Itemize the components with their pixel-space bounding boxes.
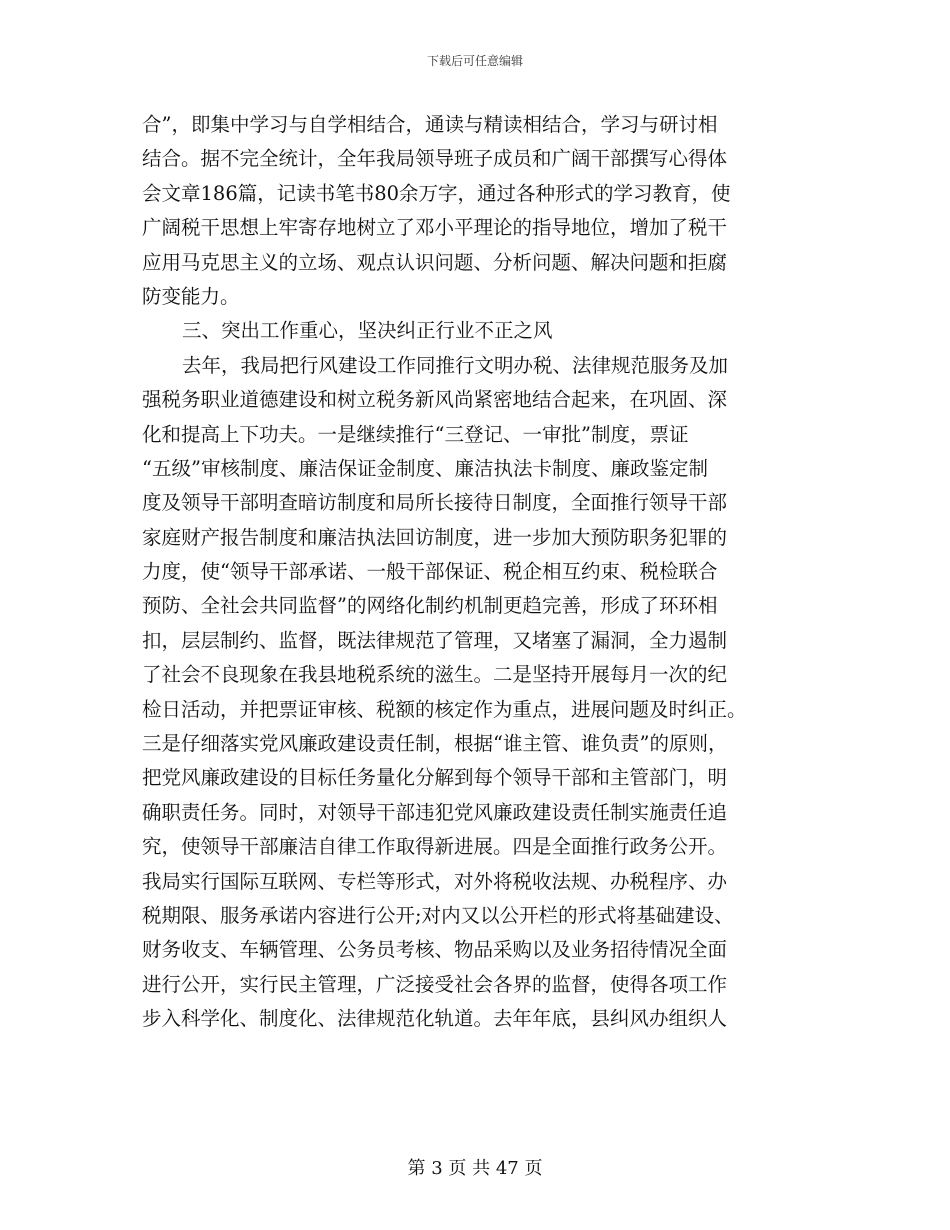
body-text: [142, 108, 810, 1037]
text-line: 检日活动，并把票证审核、税额的核定作为重点，进展问题及时纠正。: [142, 697, 747, 721]
text-line: 度及领导干部明查暗访制度和局所长接待日制度，全面推行领导干部: [142, 491, 728, 515]
text-line: 我局实行国际互联网、专栏等形式，对外将税收法规、办税程序、办: [142, 869, 728, 893]
text-line: 进行公开，实行民主管理，广泛接受社会各界的监督，使得各项工作: [142, 972, 728, 996]
text-line: 扣，层层制约、监督，既法律规范了管理，又堵塞了漏洞，全力遏制: [142, 628, 728, 652]
text-line: 强税务职业道德建设和树立税务新风尚紧密地结合起来，在巩固、深: [142, 388, 728, 412]
text-line: 预防、全社会共同监督”的网络化制约机制更趋完善，形成了环环相: [142, 594, 718, 618]
text-line: 家庭财产报告制度和廉洁执法回访制度，进一步加大预防职务犯罪的: [142, 525, 728, 549]
text-line: 广阔税干思想上牢寄存地树立了邓小平理论的指导地位，增加了税干: [142, 216, 728, 240]
page-header-note: 下载后可任意编辑: [426, 54, 523, 68]
text-line: 力度，使“领导干部承诺、一般干部保证、税企相互约束、税检联合: [142, 560, 718, 584]
text-line: 确职责任务。同时，对领导干部违犯党风廉政建设责任制实施责任追: [142, 800, 728, 824]
text-line: 了社会不良现象在我县地税系统的滋生。二是坚持开展每月一次的纪: [142, 663, 728, 687]
text-line: 防变能力。: [142, 284, 240, 308]
text-line: 结合。据不完全统计，全年我局领导班子成员和广阔干部撰写心得体: [142, 147, 728, 171]
text-line: 三、突出工作重心，坚决纠正行业不正之风: [182, 319, 553, 343]
page-number-footer: 第 3 页 共 47 页: [407, 1158, 543, 1179]
text-line: 合”，即集中学习与自学相结合，通读与精读相结合，学习与研讨相: [142, 113, 718, 136]
text-line: 会文章186篇，记读书笔书80余万字，通过各种形式的学习教育，使: [142, 181, 731, 205]
text-line: 把党风廉政建设的目标任务量化分解到每个领导干部和主管部门，明: [142, 766, 728, 790]
text-line: 应用马克思主义的立场、观点认识问题、分析问题、解决问题和拒腐: [142, 250, 728, 274]
text-line: 去年，我局把行风建设工作同推行文明办税、法律规范服务及加: [182, 353, 729, 377]
text-line: 税期限、服务承诺内容进行公开;对内又以公开栏的形式将基础建设、: [142, 903, 734, 927]
text-line: “五级”审核制度、廉洁保证金制度、廉洁执法卡制度、廉政鉴定制: [142, 456, 708, 480]
text-line: 三是仔细落实党风廉政建设责任制，根据“谁主管、谁负责”的原则，: [142, 732, 728, 756]
text-line: 步入科学化、制度化、法律规范化轨道。去年年底，县纠风办组织人: [142, 1007, 728, 1031]
text-line: 究，使领导干部廉洁自律工作取得新进展。四是全面推行政务公开。: [142, 835, 728, 859]
text-line: 财务收支、车辆管理、公务员考核、物品采购以及业务招待情况全面: [142, 938, 728, 962]
text-line: 化和提高上下功夫。一是继续推行“三登记、一审批”制度，票证: [142, 422, 689, 446]
